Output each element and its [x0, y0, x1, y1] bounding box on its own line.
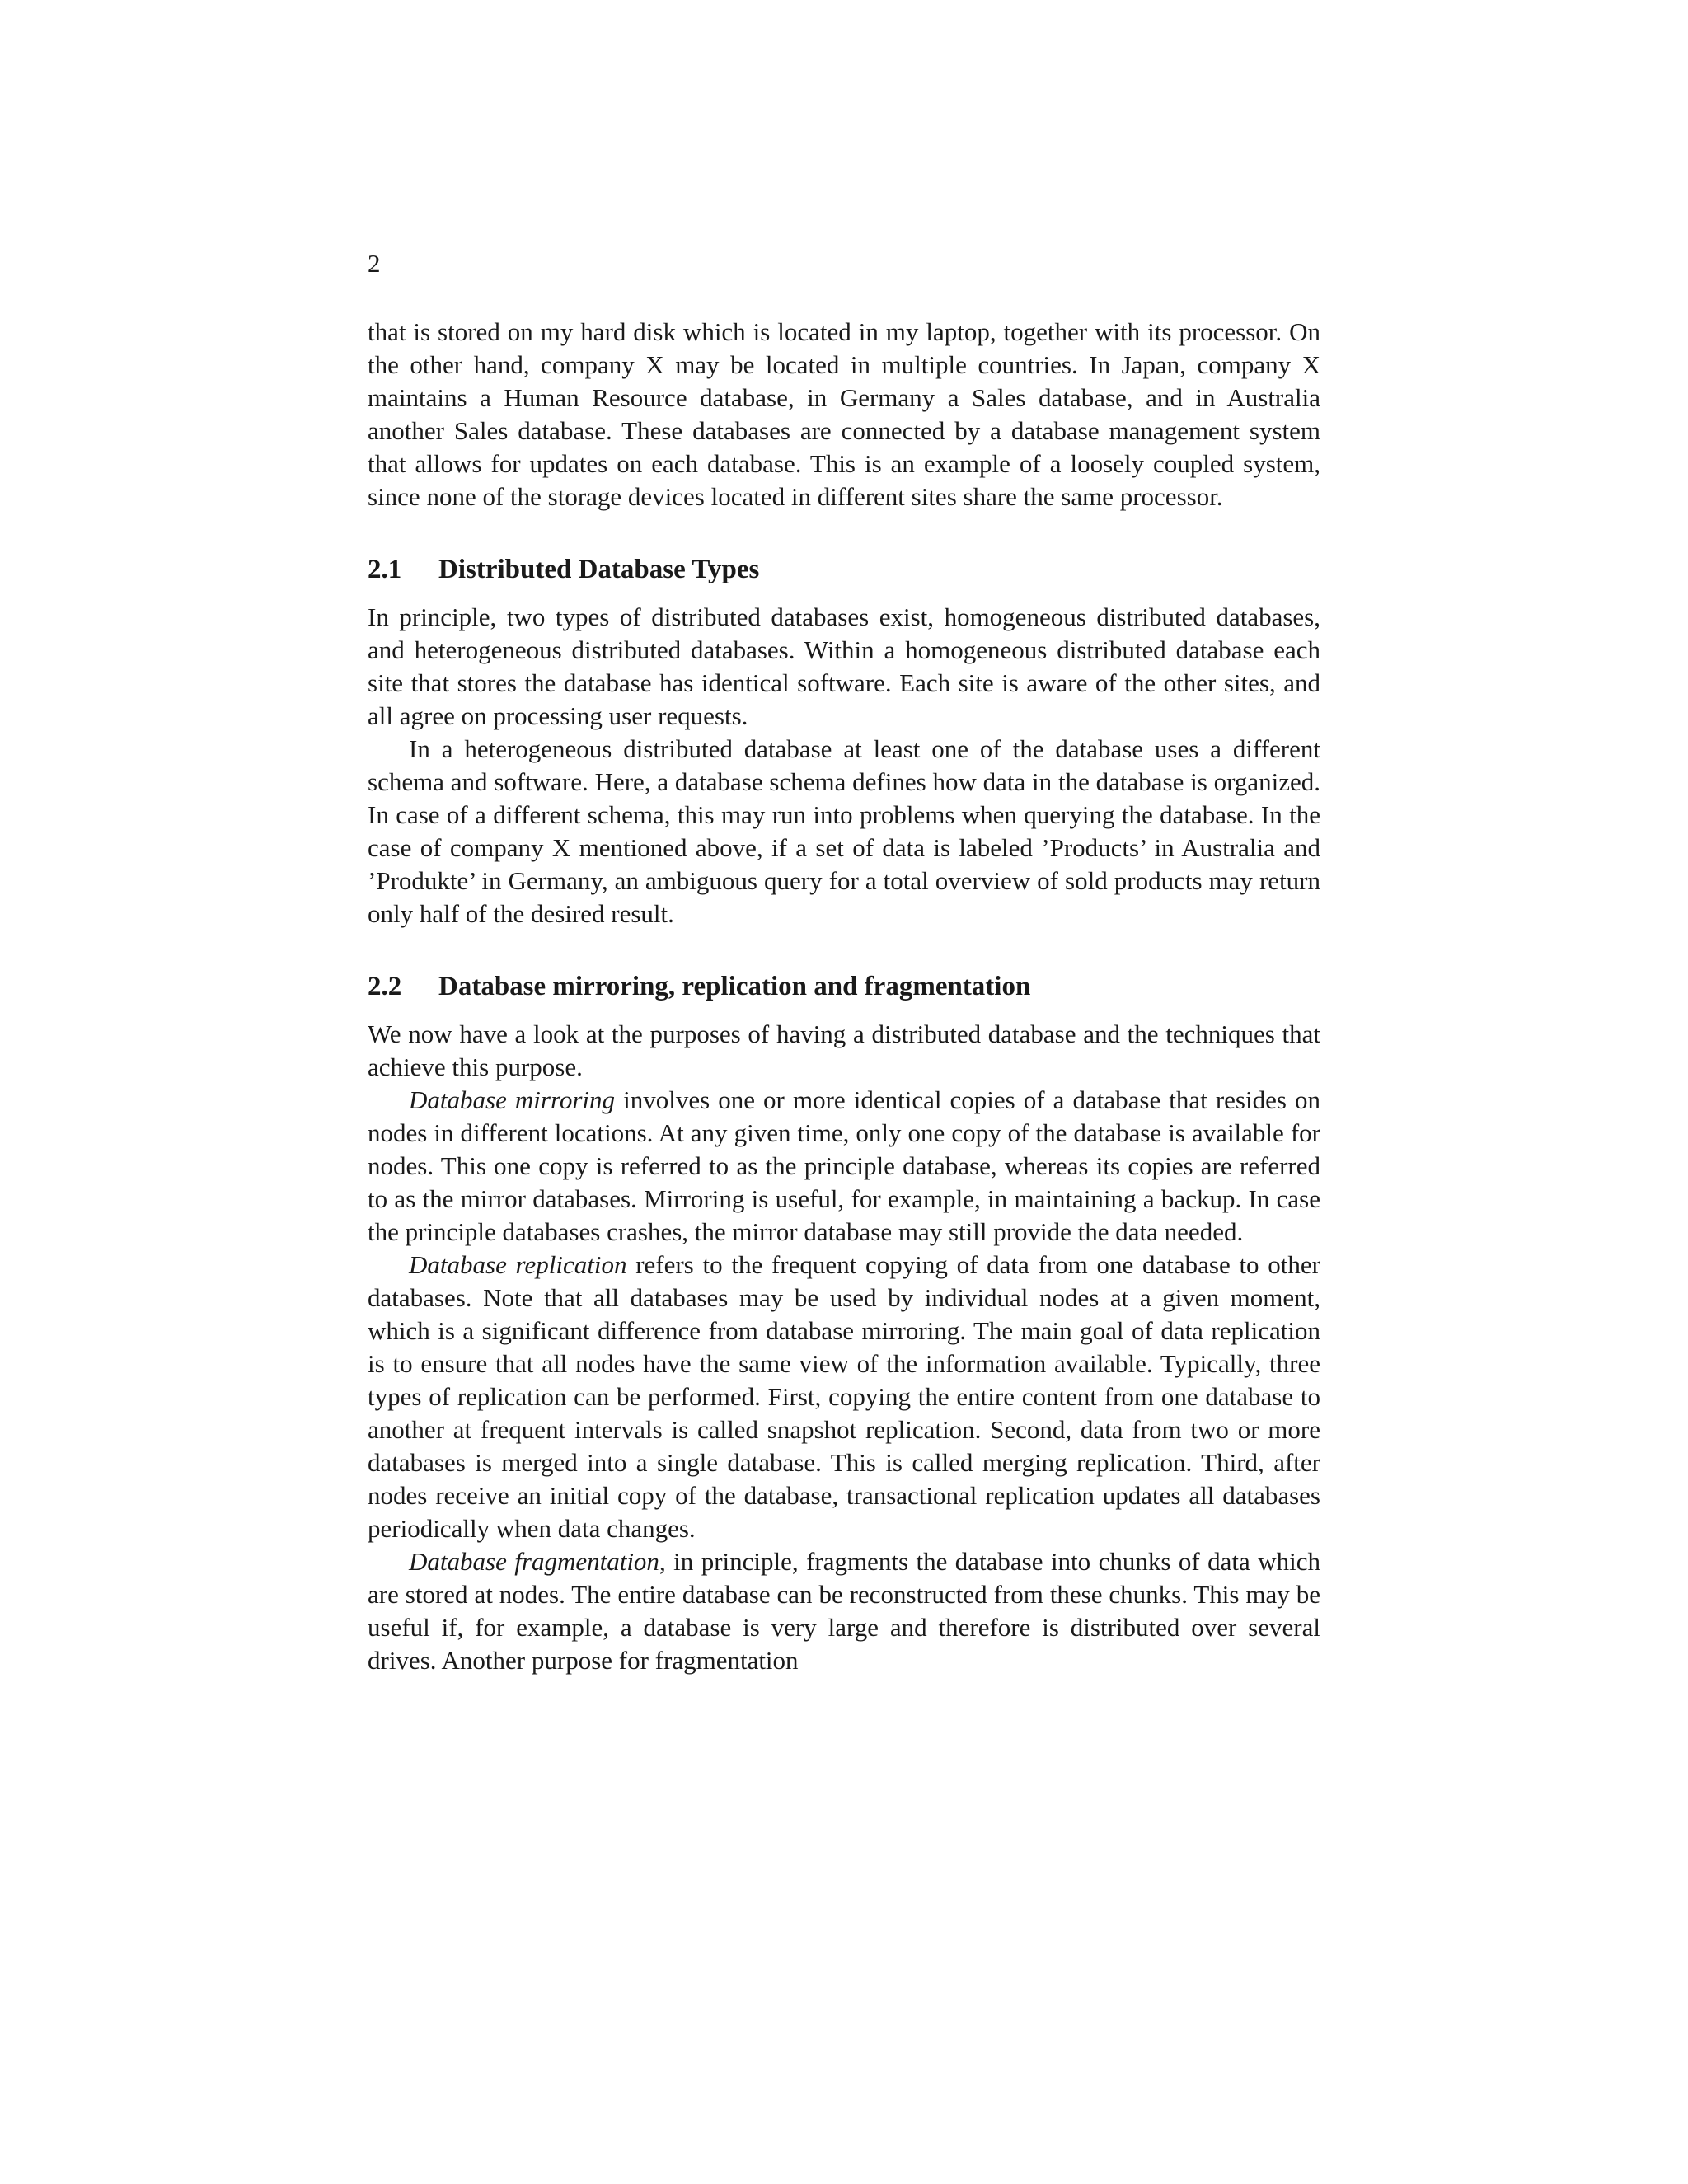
section-number: 2.2 [368, 972, 402, 1001]
mirroring-text: involves one or more identical copies of a database that resides on nodes in different locations. At any given time, only one copy of the database is available for nodes. This one copy is referred to as the principle database, whereas its copies are referred to as the mirror databases. Mirroring is useful, for example, in maintaining a backup. In case the principle databases crashes, the mirror database may still provide the data needed. [368, 1085, 1320, 1246]
fragmentation-term: Database fragmentation [409, 1547, 659, 1576]
replication-term: Database replication [409, 1250, 627, 1279]
purposes-paragraph: We now have a look at the purposes of having a distributed database and the techniques that achieve this purpose. [368, 1019, 1320, 1081]
mirroring-term: Database mirroring [409, 1085, 616, 1114]
page-body [368, 316, 1320, 1677]
replication-paragraph [368, 1249, 1320, 1545]
section-heading-2-2 [368, 968, 1320, 1005]
section-number: 2.1 [368, 555, 402, 584]
fragmentation-text: , in principle, fragments the database into chunks of data which are stored at nodes. The entire database can be reconstructed from these chunks. This may be useful if, for example, a database is very large and therefore is distributed over several drives. Another purpose for fragmentation [368, 1547, 1320, 1675]
intro-paragraph: that is stored on my hard disk which is located in my laptop, together with its processor. On the other hand, company X may be located in multiple countries. In Japan, company X maintains a Human Resource database, in Germany a Sales database, and in Australia another Sales database. These databases are connected by a database management system that allows for updates on each database. This is an example of a loosely coupled system, since none of the storage devices located in different sites share the same processor. [368, 317, 1320, 511]
section-title: Database mirroring, replication and fragmentation [438, 972, 1031, 1001]
fragmentation-paragraph [368, 1545, 1320, 1677]
section-title: Distributed Database Types [438, 555, 760, 584]
page-number: 2 [368, 249, 381, 278]
replication-text: refers to the frequent copying of data from one database to other databases. Note that all databases may be used by individual nodes at a given moment, which is a significant difference from database mirroring. The main goal of data replication is to ensure that all nodes have the same view of the information available. Typically, three types of replication can be performed. First, copying the entire content from one database to another at frequent intervals is called snapshot replication. Second, data from two or more databases is merged into a single database. This is called merging replication. Third, after nodes receive an initial copy of the database, transactional replication updates all databases periodically when data changes. [368, 1250, 1320, 1543]
section-heading-2-1 [368, 551, 1320, 588]
types-paragraph-1: In principle, two types of distributed databases exist, homogeneous distributed databases, and heterogeneous distributed databases. Within a homogeneous distributed database each site that stores the database has identical software. Each site is aware of the other sites, and all agree on processing user requests. [368, 602, 1320, 730]
mirroring-paragraph [368, 1084, 1320, 1249]
types-paragraph-2: In a heterogeneous distributed database at least one of the database uses a different schema and software. Here, a database schema defines how data in the database is organized. In case of a different schema, this may run into problems when querying the database. In the case of company X mentioned above, if a set of data is labeled ’Products’ in Australia and ’Produkte’ in Germany, an ambiguous query for a total overview of sold products may return only half of the desired result. [368, 734, 1320, 928]
